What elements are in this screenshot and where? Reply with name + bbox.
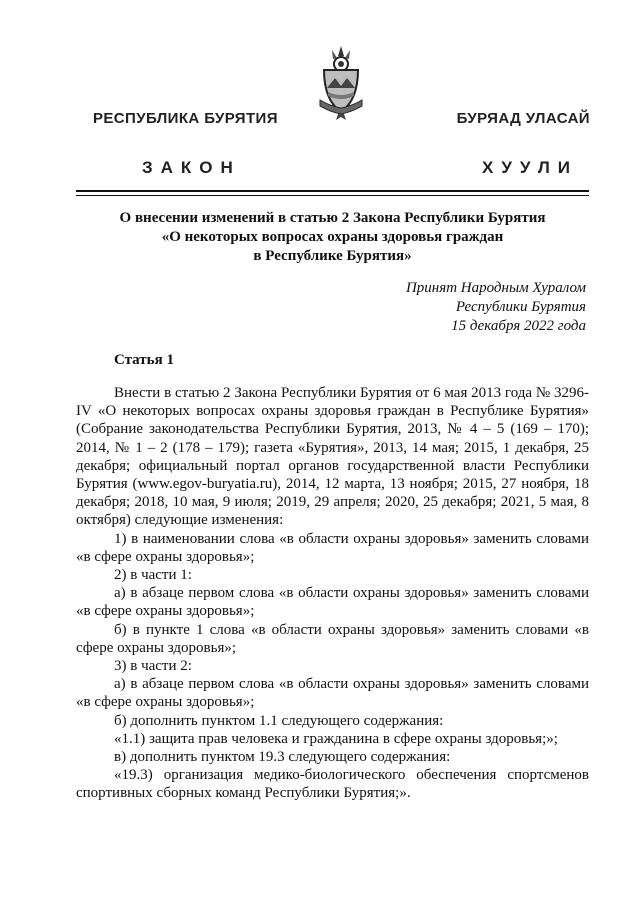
republic-name-buryat: БУРЯАД УЛАСАЙ [456, 110, 590, 127]
article-body [76, 384, 589, 803]
paragraph: «19.3) организация медико-биологического обеспечения спортсменов спортивных сборных команд Республики Бурятия;». [76, 767, 589, 802]
adoption-note [406, 279, 586, 336]
paragraph: в) дополнить пунктом 19.3 следующего содержания: [114, 749, 451, 766]
title-line: в Республике Бурятия» [253, 248, 412, 264]
law-label-buryat: ХУУЛИ [482, 158, 578, 177]
paragraph: б) дополнить пунктом 1.1 следующего содержания: [114, 712, 444, 729]
paragraph: а) в абзаце первом слова «в области охраны здоровья» заменить словами «в сфере охраны здоровья»; [76, 676, 589, 711]
document-title [76, 209, 589, 266]
adoption-line: Республики Бурятия [455, 299, 586, 315]
article-heading: Статья 1 [114, 352, 174, 368]
adoption-date: 15 декабря 2022 года [451, 318, 586, 334]
title-line: О внесении изменений в статью 2 Закона Республики Бурятия [119, 210, 546, 226]
law-label-russian: ЗАКОН [142, 158, 241, 177]
header-divider [76, 190, 589, 192]
title-line: «О некоторых вопросах охраны здоровья граждан [161, 229, 504, 245]
paragraph: 3) в части 2: [114, 658, 192, 675]
paragraph: 1) в наименовании слова «в области охраны здоровья» заменить словами «в сфере охраны здоровья»; [76, 530, 589, 565]
header-divider-thin [76, 195, 589, 196]
paragraph: 2) в части 1: [114, 567, 192, 584]
paragraph: а) в абзаце первом слова «в области охраны здоровья» заменить словами «в сфере охраны здоровья»; [76, 585, 589, 620]
adoption-line: Принят Народным Хуралом [405, 280, 586, 296]
paragraph: «1.1) защита прав человека и гражданина в сфере охраны здоровья;»; [114, 730, 558, 747]
coat-of-arms-icon [318, 44, 364, 120]
paragraph: б) в пункте 1 слова «в области охраны здоровья» заменить словами «в сфере охраны здоровья»; [76, 621, 589, 656]
republic-name-russian: РЕСПУБЛИКА БУРЯТИЯ [93, 110, 278, 127]
paragraph: Внести в статью 2 Закона Республики Бурятия от 6 мая 2013 года № 3296-IV «О некоторых вопросах охраны здоровья граждан в Республике Бурятия» (Собрание законодательства Республики Бурятия, 2013, № 4 – 5 (169 – 170); 2014, № 1 – 2 (178 – 179); газета «Бурятия», 2013, 14 мая; 2015, 1 декабря, 25 декабря; официальный портал органов государственной власти Республики Бурятия (www.egov-buryatia.ru), 2014, 12 марта, 13 ноября; 2015, 27 ноября, 18 декабря; 2018, 10 мая, 9 июля; 2019, 29 апреля; 2020, 25 декабря; 2021, 5 мая, 8 октября) следующие изменения: [76, 385, 589, 529]
